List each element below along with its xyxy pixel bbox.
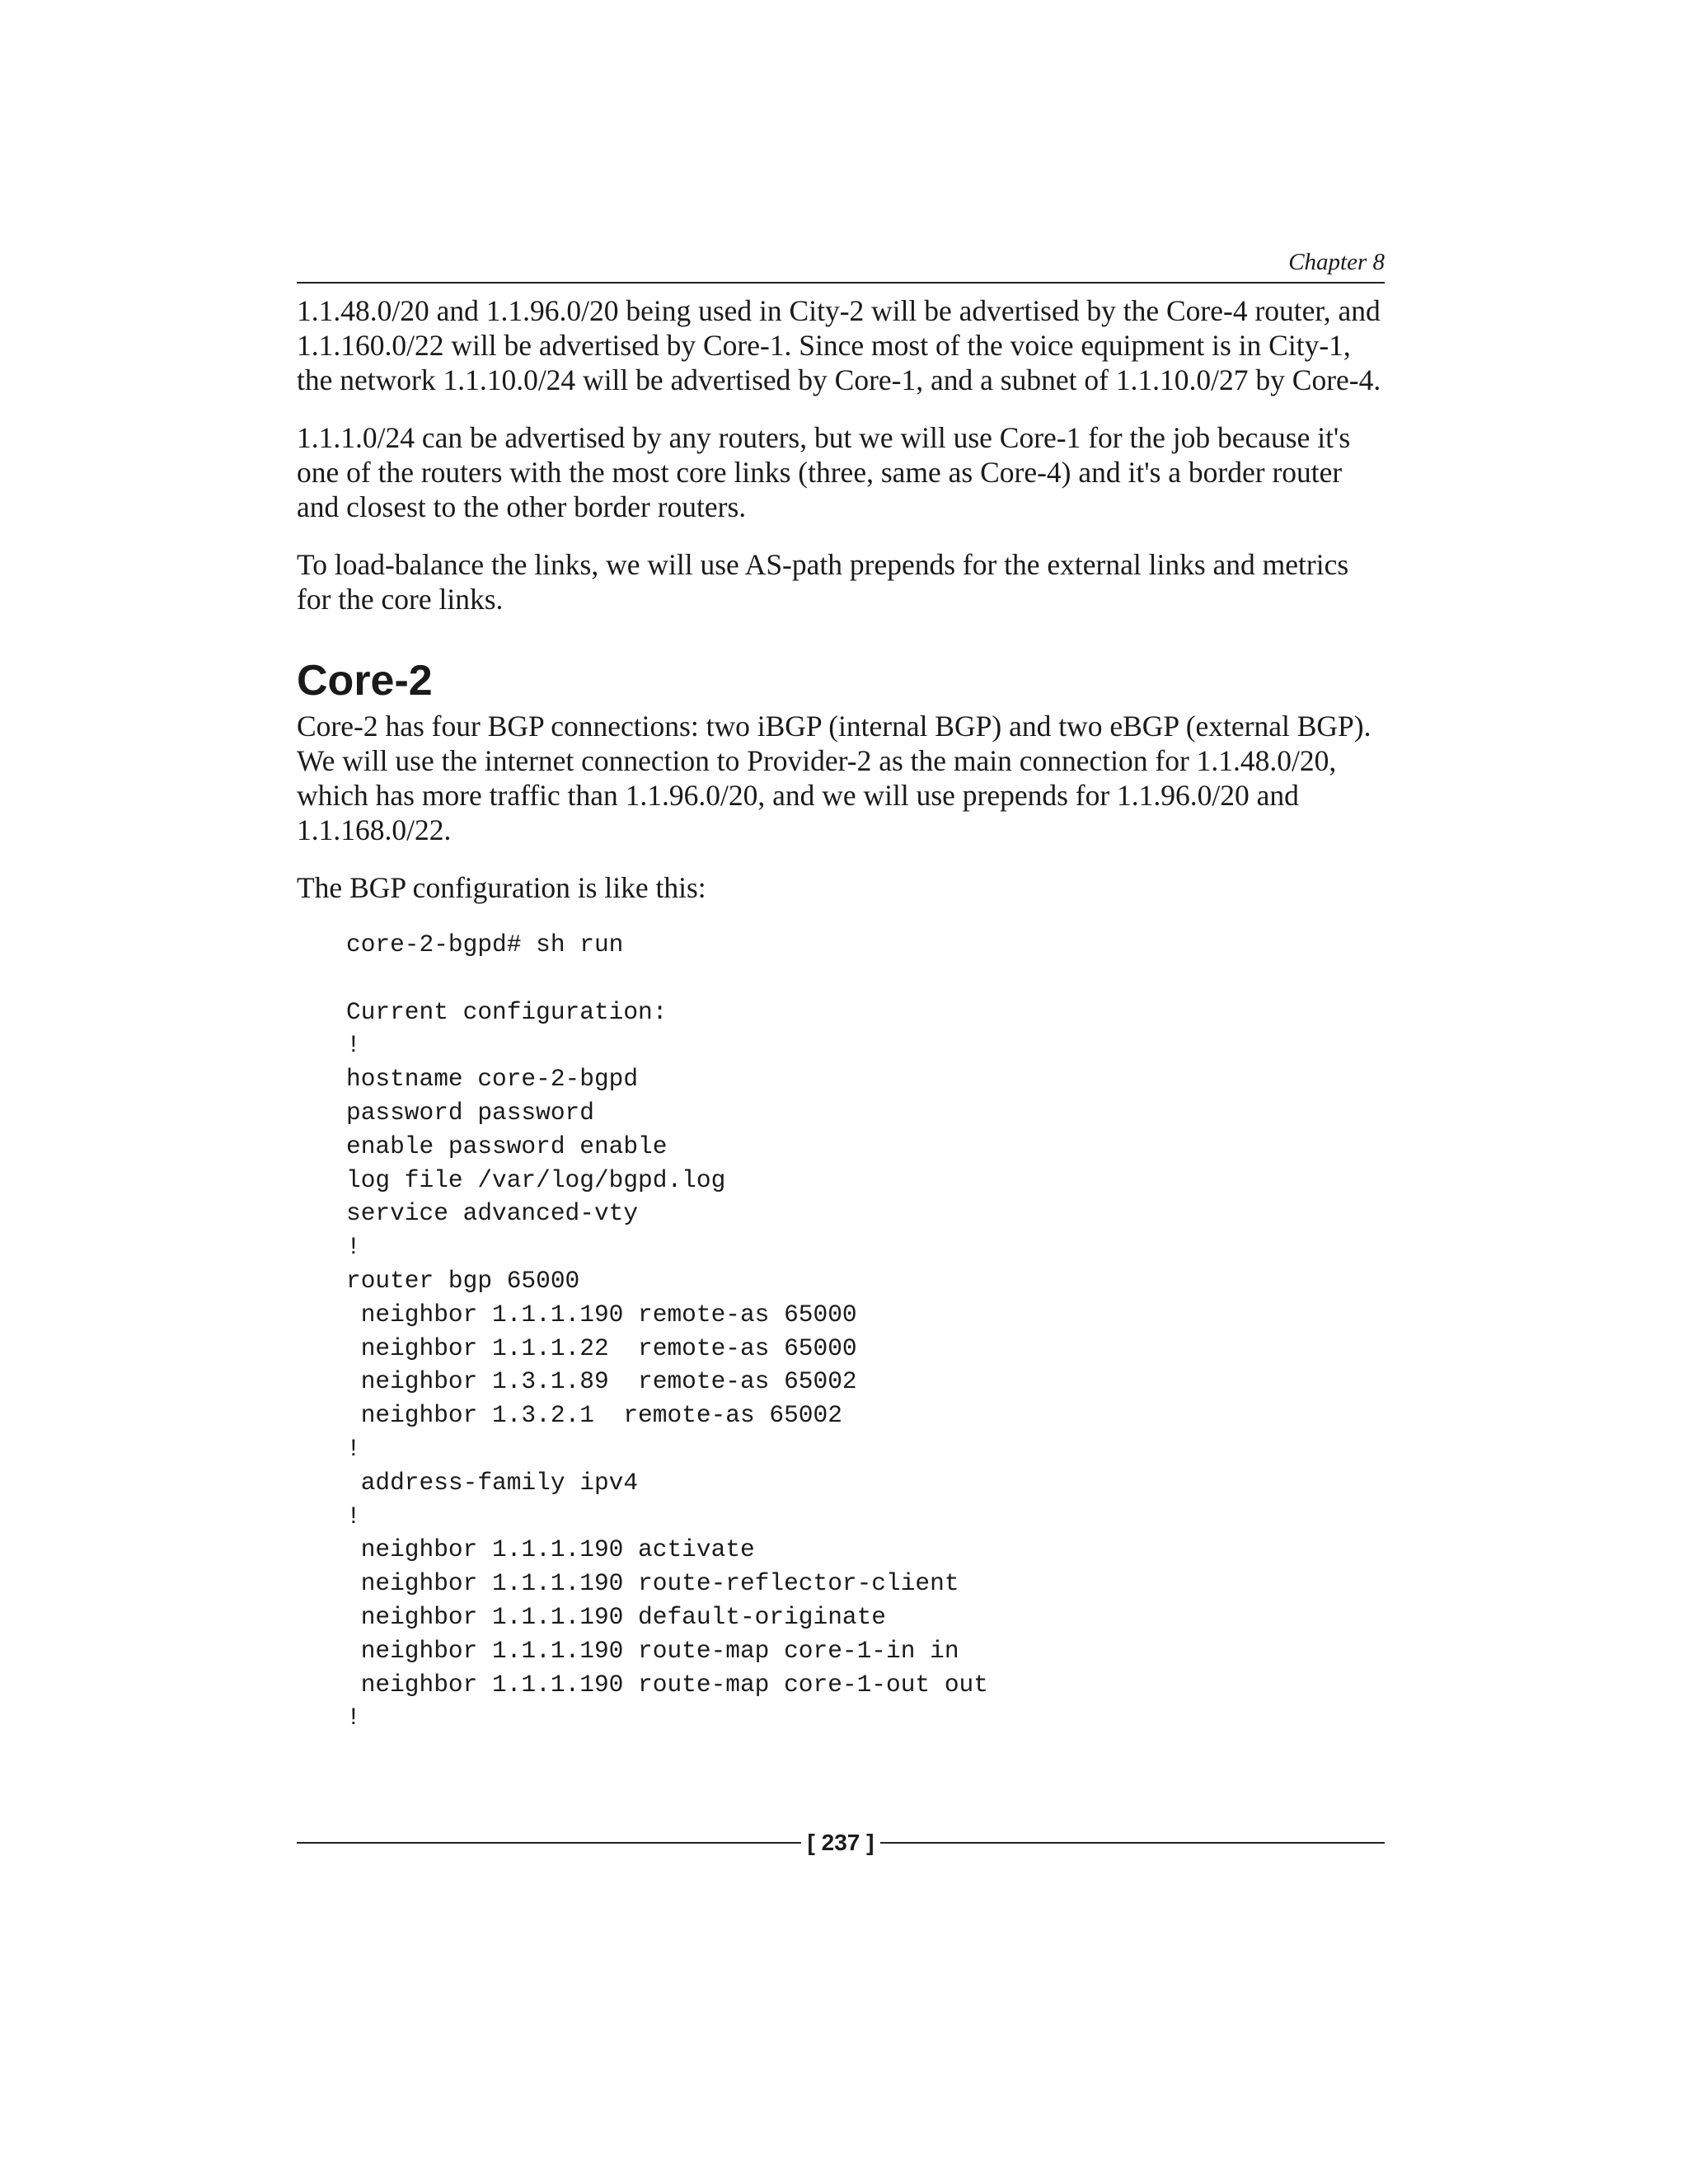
code-line: neighbor 1.1.1.190 route-map core-1-out out <box>346 1670 988 1699</box>
code-line: ! <box>346 1502 361 1530</box>
code-line: neighbor 1.3.2.1 remote-as 65002 <box>346 1401 842 1430</box>
code-line: ! <box>346 1031 361 1060</box>
page-footer <box>297 1826 1385 1859</box>
intro-paragraph-2: 1.1.1.0/24 can be advertised by any routers, but we will use Core-1 for the job because it's one of the routers with the most core links (three, same as Core-4) and it's a border router and closest to the other border routers. <box>297 421 1351 523</box>
code-line: neighbor 1.1.1.190 route-map core-1-in in <box>346 1636 959 1665</box>
page-content <box>297 247 1385 1735</box>
section-paragraph-1: Core-2 has four BGP connections: two iBGP (internal BGP) and two eBGP (external BGP). We will use the internet connection to Provider-2 as the main connection for 1.1.48.0/20, which has more traffic than 1.1.96.0/20, and we will use prepends for 1.1.96.0/20 and 1.1.168.0/22. <box>297 710 1372 846</box>
page-number: [ 237 ] <box>807 1830 874 1855</box>
code-line: log file /var/log/bgpd.log <box>346 1165 726 1194</box>
code-line: ! <box>346 1434 361 1463</box>
code-line: neighbor 1.1.1.190 activate <box>346 1535 755 1564</box>
footer-rule-left <box>297 1842 801 1844</box>
code-line: password password <box>346 1098 594 1127</box>
code-line: router bgp 65000 <box>346 1266 580 1295</box>
code-line: neighbor 1.1.1.22 remote-as 65000 <box>346 1333 857 1362</box>
intro-paragraph-3: To load-balance the links, we will use AS-path prepends for the external links and metrics for the core links. <box>297 548 1349 616</box>
code-line: ! <box>346 1233 361 1262</box>
code-line: core-2-bgpd# sh run <box>346 930 624 958</box>
footer-rule-right <box>880 1842 1385 1844</box>
section-paragraph-2: The BGP configuration is like this: <box>297 871 706 904</box>
code-line: neighbor 1.1.1.190 route-reflector-client <box>346 1569 959 1598</box>
code-line <box>346 962 1385 996</box>
section-heading: Core-2 <box>297 657 433 705</box>
code-line: service advanced-vty <box>346 1199 639 1228</box>
code-line: address-family ipv4 <box>346 1468 639 1497</box>
code-line: neighbor 1.3.1.89 remote-as 65002 <box>346 1367 857 1396</box>
body-text <box>297 293 1385 1735</box>
intro-paragraph-1: 1.1.48.0/20 and 1.1.96.0/20 being used in City-2 will be advertised by the Core-4 router, and 1.1.160.0/22 will be advertised by Core-1. Since most of the voice equipment is in City-1, the network 1.1.10.0/24 will be advertised by Core-1, and a subnet of 1.1.10.0/27 by Core-4. <box>297 294 1381 396</box>
code-block <box>346 928 1385 1735</box>
code-line: enable password enable <box>346 1132 668 1160</box>
code-line: neighbor 1.1.1.190 default-originate <box>346 1602 887 1631</box>
code-line: neighbor 1.1.1.190 remote-as 65000 <box>346 1300 857 1329</box>
code-line: ! <box>346 1704 361 1732</box>
code-line: Current configuration: <box>346 997 668 1026</box>
running-head-chapter: Chapter 8 <box>297 247 1385 284</box>
code-line: hostname core-2-bgpd <box>346 1065 639 1094</box>
